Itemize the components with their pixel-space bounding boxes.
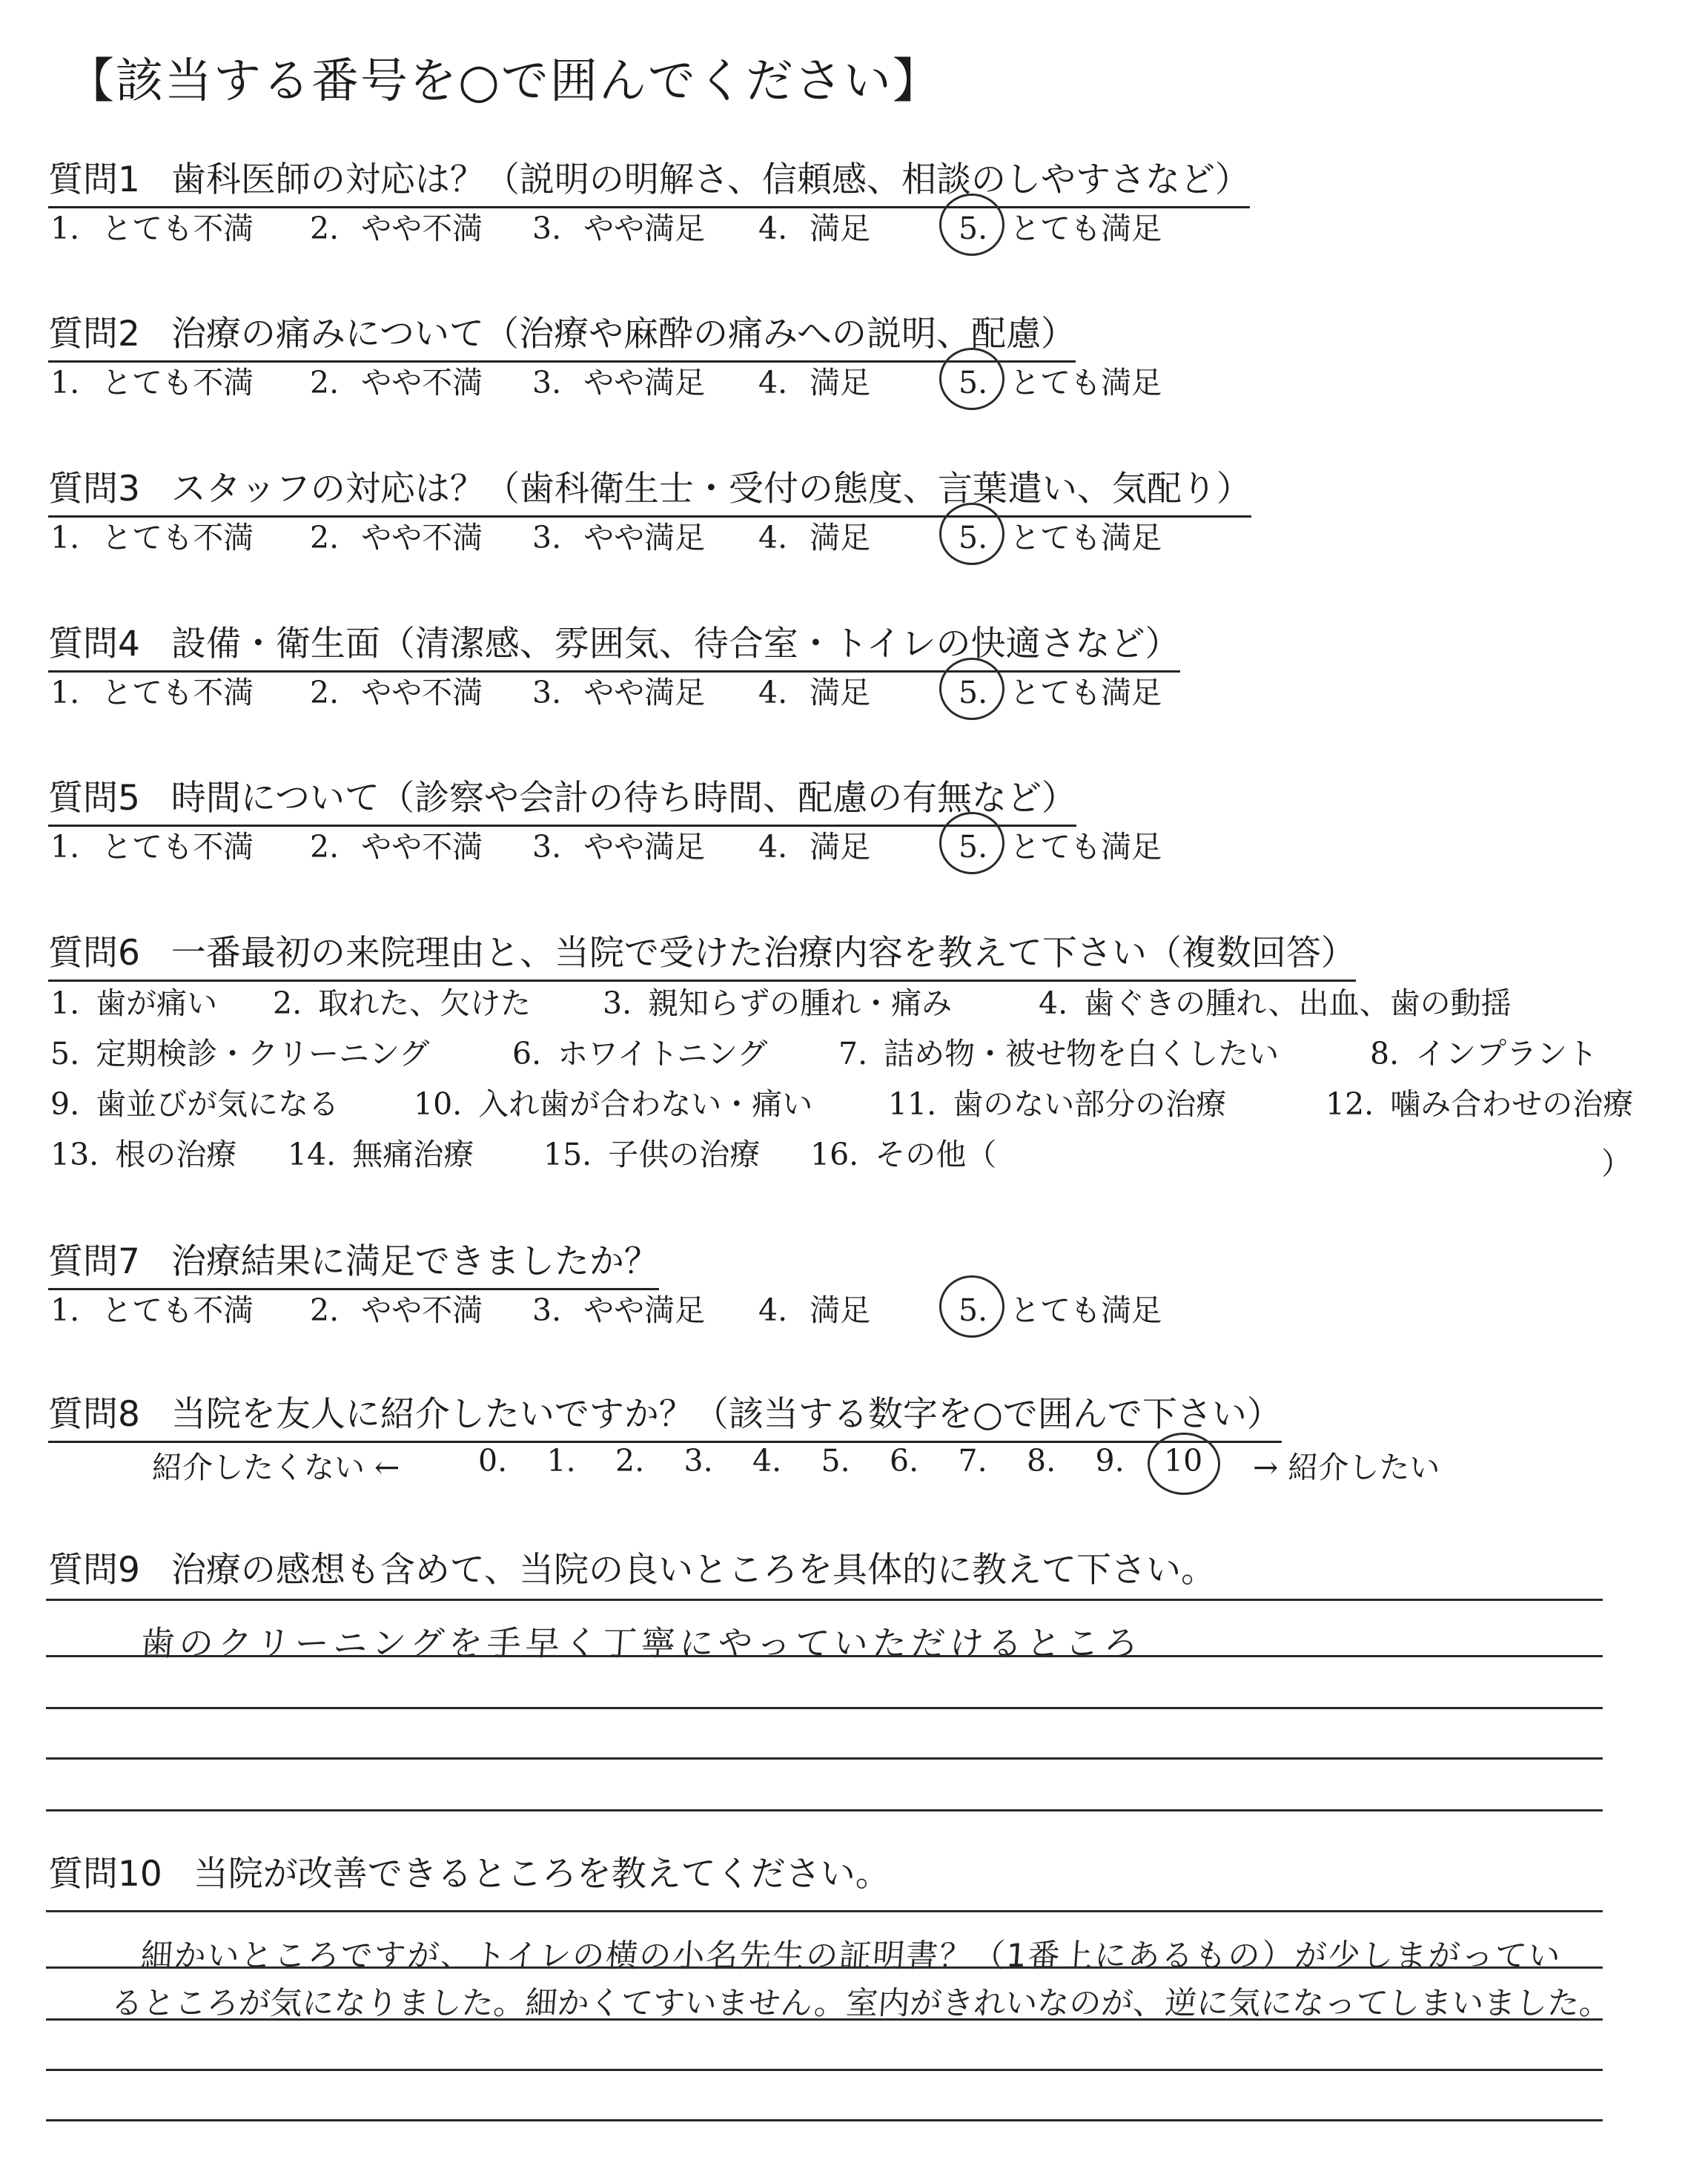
question-6-option-6: [512, 1029, 767, 1073]
scale-value-2: 2.: [615, 1443, 645, 1479]
option-label: やや満足: [583, 365, 706, 400]
option-label: やや不満: [361, 365, 483, 400]
option-number: 1.: [50, 520, 80, 555]
option-label: 取れた、欠けた: [318, 985, 532, 1021]
option-number: 1.: [50, 985, 80, 1021]
question-6-option-8: [1370, 1029, 1598, 1073]
option-number: 3.: [532, 365, 562, 400]
option-label: ホワイトニング: [557, 1036, 768, 1071]
option-label: やや満足: [583, 1292, 706, 1328]
handwritten-answer-q10-line1: 細かいところですが、トイレの横の小名先生の証明書？（1番上にあるもの）が少しまがってい: [139, 1938, 1563, 1975]
question-6-option-2: [273, 979, 531, 1023]
option-number: 2.: [310, 520, 340, 555]
question-number: 質問6: [48, 933, 140, 974]
question-number: 質問9: [48, 1550, 140, 1591]
question-7-title: [48, 1234, 659, 1290]
option-number: 4.: [758, 675, 788, 710]
question-text: 治療結果に満足できましたか？: [171, 1241, 659, 1282]
question-4-title: [48, 616, 1180, 673]
option-number: 12.: [1325, 1086, 1374, 1122]
option-label: 子供の治療: [608, 1137, 761, 1172]
option-number: 4.: [758, 520, 788, 555]
option-number: 1.: [50, 211, 80, 246]
option-number: 15.: [543, 1137, 592, 1172]
rating-option-1: [50, 668, 254, 712]
question-2-title: [48, 306, 1076, 363]
option-number: 10.: [414, 1086, 463, 1122]
scale-value-8: 8.: [1027, 1443, 1056, 1479]
option-label: とても満足: [1010, 675, 1162, 710]
rating-option-1: [50, 204, 254, 248]
scale-value-10: 10: [1164, 1443, 1203, 1479]
option-number: 2.: [273, 985, 302, 1021]
other-close-paren: ）: [1601, 1146, 1632, 1181]
question-6-option-9: [50, 1080, 339, 1123]
answer-line: [46, 1655, 1603, 1657]
question-text: 当院が改善できるところを教えてください。: [193, 1854, 890, 1895]
question-number: 質問4: [48, 624, 140, 664]
option-number: 5.: [959, 211, 988, 246]
answer-line: [46, 1757, 1603, 1760]
question-number: 質問5: [48, 778, 140, 819]
option-label: やや不満: [361, 211, 483, 246]
scale-value-0: 0.: [478, 1443, 508, 1479]
option-label: 根の治療: [115, 1137, 237, 1172]
question-text: 時間について（診察や会計の待ち時間、配慮の有無など）: [171, 778, 1076, 819]
rating-option-5: [959, 1286, 1162, 1330]
question-6-option-10: [414, 1080, 812, 1123]
option-number: 4.: [758, 829, 788, 865]
option-label: とても満足: [1010, 211, 1162, 246]
option-number: 4.: [758, 1292, 788, 1328]
option-number: 1.: [50, 675, 80, 710]
answer-line: [46, 1599, 1603, 1601]
option-label: とても不満: [102, 211, 254, 246]
scale-value-9: 9.: [1095, 1443, 1125, 1479]
option-number: 13.: [50, 1137, 99, 1172]
option-number: 6.: [512, 1036, 542, 1071]
rating-option-1: [50, 822, 254, 866]
rating-option-1: [50, 358, 254, 402]
rating-option-3: [532, 204, 705, 248]
question-6-option-13: [50, 1130, 236, 1174]
option-label: とても不満: [102, 365, 254, 400]
rating-option-3: [532, 1286, 705, 1330]
option-label: とても不満: [102, 520, 254, 555]
option-label: インプラント: [1415, 1036, 1598, 1071]
answer-line: [46, 2018, 1603, 2021]
option-label: とても満足: [1010, 520, 1162, 555]
option-label: とても満足: [1010, 829, 1162, 865]
option-label: やや不満: [361, 829, 483, 865]
rating-option-2: [310, 513, 483, 557]
option-number: 5.: [959, 365, 988, 400]
option-number: 1.: [50, 1292, 80, 1328]
option-number: 14.: [288, 1137, 337, 1172]
option-label: とても不満: [102, 675, 254, 710]
question-text: 治療の痛みについて（治療や麻酔の痛みへの説明、配慮）: [171, 314, 1076, 354]
rating-option-5: [959, 822, 1162, 866]
question-6-option-16: [810, 1130, 996, 1174]
rating-option-5: [959, 668, 1162, 712]
option-label: やや満足: [583, 211, 706, 246]
option-label: やや満足: [583, 829, 706, 865]
option-number: 8.: [1370, 1036, 1400, 1071]
scale-value-1: 1.: [546, 1443, 576, 1479]
option-number: 3.: [532, 520, 562, 555]
option-label: 親知らずの腫れ・痛み: [648, 985, 953, 1021]
question-text: 一番最初の来院理由と、当院で受けた治療内容を教えて下さい（複数回答）: [171, 933, 1356, 974]
rating-option-3: [532, 668, 705, 712]
question-number: 質問2: [48, 314, 140, 354]
option-label: やや不満: [361, 520, 483, 555]
answer-line: [46, 1707, 1603, 1709]
question-6-title: [48, 925, 1356, 982]
option-label: 定期検診・クリーニング: [96, 1036, 430, 1071]
question-6-option-4: [1039, 979, 1512, 1023]
question-6-option-11: [888, 1080, 1226, 1123]
option-number: 5.: [959, 675, 988, 710]
option-label: 歯が痛い: [96, 985, 218, 1021]
handwritten-answer-q10-line2: るところが気になりました。細かくてすいません。室内がきれいなのが、逆に気になってしまいました。: [110, 1985, 1613, 2022]
option-number: 5.: [959, 520, 988, 555]
scale-value-4: 4.: [752, 1443, 782, 1479]
question-1-title: [48, 152, 1250, 208]
question-3-title: [48, 461, 1251, 518]
option-label: 満足: [810, 211, 871, 246]
rating-option-2: [310, 358, 483, 402]
option-number: 3.: [532, 1292, 562, 1328]
option-number: 1.: [50, 365, 80, 400]
question-6-option-1: [50, 979, 217, 1023]
answer-line: [46, 1809, 1603, 1811]
question-6-option-12: [1325, 1080, 1633, 1123]
option-number: 5.: [959, 829, 988, 865]
option-label: その他（: [875, 1137, 997, 1172]
option-label: やや不満: [361, 675, 483, 710]
option-label: とても満足: [1010, 1292, 1162, 1328]
scale-value-5: 5.: [821, 1443, 850, 1479]
question-6-option-14: [288, 1130, 474, 1174]
option-label: とても不満: [102, 829, 254, 865]
option-number: 3.: [532, 829, 562, 865]
rating-option-3: [532, 358, 705, 402]
option-number: 2.: [310, 1292, 340, 1328]
scale-right-label: → 紹介したい: [1253, 1450, 1440, 1485]
recommend-scale-row: [0, 1443, 1708, 1487]
option-number: 4.: [1039, 985, 1068, 1021]
option-label: 噛み合わせの治療: [1390, 1086, 1634, 1122]
rating-option-2: [310, 822, 483, 866]
scale-value-7: 7.: [958, 1443, 987, 1479]
option-label: 満足: [810, 1292, 871, 1328]
option-label: とても満足: [1010, 365, 1162, 400]
rating-option-5: [959, 513, 1162, 557]
rating-option-3: [532, 822, 705, 866]
question-8-title: [48, 1387, 1282, 1443]
option-label: とても不満: [102, 1292, 254, 1328]
rating-option-5: [959, 358, 1162, 402]
question-number: 質問1: [48, 159, 140, 200]
instruction-header: 【該当する番号を○で囲んでください】: [67, 54, 941, 109]
question-9-title: [48, 1542, 1216, 1596]
option-number: 2.: [310, 211, 340, 246]
rating-option-4: [758, 513, 870, 557]
rating-option-4: [758, 204, 870, 248]
rating-option-4: [758, 358, 870, 402]
option-number: 3.: [532, 211, 562, 246]
scale-value-3: 3.: [683, 1443, 713, 1479]
option-label: 歯並びが気になる: [96, 1086, 340, 1122]
scale-left-label: 紹介したくない ←: [152, 1450, 400, 1485]
question-6-option-15: [543, 1130, 760, 1174]
question-number: 質問3: [48, 469, 140, 509]
question-number: 質問7: [48, 1241, 140, 1282]
question-6-option-3: [603, 979, 952, 1023]
question-number: 質問8: [48, 1394, 140, 1435]
rating-option-2: [310, 204, 483, 248]
option-label: 歯ぐきの腫れ、出血、歯の動揺: [1084, 985, 1512, 1021]
question-text: 治療の感想も含めて、当院の良いところを具体的に教えて下さい。: [171, 1550, 1216, 1591]
rating-option-5: [959, 204, 1162, 248]
option-number: 4.: [758, 211, 788, 246]
option-number: 5.: [50, 1036, 80, 1071]
scale-value-6: 6.: [890, 1443, 919, 1479]
rating-option-4: [758, 1286, 870, 1330]
answer-line: [46, 1966, 1603, 1969]
option-label: 満足: [810, 365, 871, 400]
rating-option-1: [50, 513, 254, 557]
option-label: 満足: [810, 520, 871, 555]
question-10-title: [48, 1846, 890, 1900]
option-label: 満足: [810, 829, 871, 865]
option-label: 歯のない部分の治療: [953, 1086, 1227, 1122]
question-number: 質問10: [48, 1854, 162, 1895]
option-label: 詰め物・被せ物を白くしたい: [884, 1036, 1280, 1071]
rating-option-4: [758, 822, 870, 866]
question-6-option-7: [838, 1029, 1279, 1073]
option-number: 3.: [532, 675, 562, 710]
option-label: 満足: [810, 675, 871, 710]
option-number: 5.: [959, 1292, 988, 1328]
question-text: スタッフの対応は？（歯科衛生士・受付の態度、言葉遣い、気配り）: [171, 469, 1251, 509]
option-number: 9.: [50, 1086, 80, 1122]
option-number: 11.: [888, 1086, 937, 1122]
question-text: 設備・衛生面（清潔感、雰囲気、待合室・トイレの快適さなど）: [171, 624, 1180, 664]
question-text: 歯科医師の対応は？（説明の明解さ、信頼感、相談のしやすさなど）: [171, 159, 1251, 200]
question-text: 当院を友人に紹介したいですか？（該当する数字を○で囲んで下さい）: [171, 1394, 1282, 1435]
option-label: やや満足: [583, 675, 706, 710]
rating-option-4: [758, 668, 870, 712]
rating-option-1: [50, 1286, 254, 1330]
answer-line: [46, 2119, 1603, 2121]
option-number: 7.: [838, 1036, 868, 1071]
option-label: 無痛治療: [352, 1137, 474, 1172]
option-label: 入れ歯が合わない・痛い: [478, 1086, 813, 1122]
question-6-option-5: [50, 1029, 429, 1073]
option-number: 4.: [758, 365, 788, 400]
option-number: 16.: [810, 1137, 859, 1172]
option-number: 2.: [310, 829, 340, 865]
handwritten-answer-q9: 歯のクリーニングを手早く丁寧にやっていただけるところ: [139, 1623, 1144, 1663]
option-label: やや満足: [583, 520, 706, 555]
option-number: 2.: [310, 675, 340, 710]
option-number: 1.: [50, 829, 80, 865]
question-5-title: [48, 770, 1076, 827]
option-label: やや不満: [361, 1292, 483, 1328]
rating-option-2: [310, 668, 483, 712]
option-number: 3.: [603, 985, 632, 1021]
answer-line: [46, 2069, 1603, 2071]
answer-line: [46, 1910, 1603, 1912]
rating-option-2: [310, 1286, 483, 1330]
rating-option-3: [532, 513, 705, 557]
option-number: 2.: [310, 365, 340, 400]
